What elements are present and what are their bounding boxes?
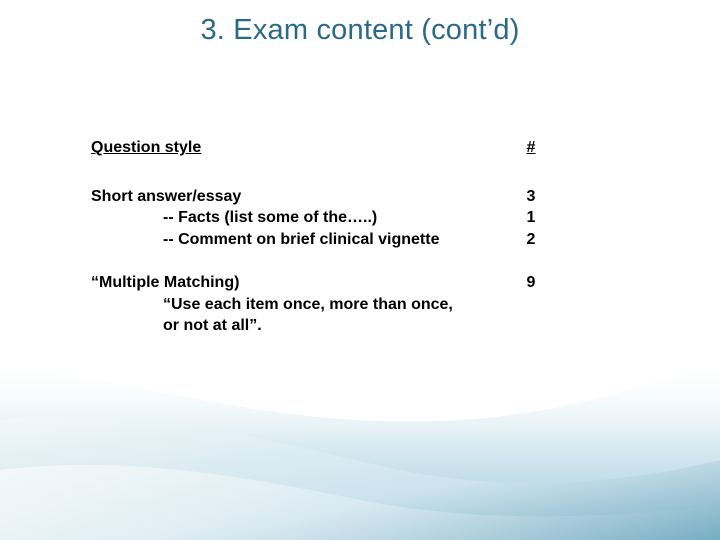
row-count: 3 — [526, 187, 536, 205]
row-line: -- Facts (list some of the…..) — [163, 209, 378, 226]
table-row — [91, 272, 551, 337]
row-count: 9 — [526, 274, 536, 291]
row-line: “Multiple Matching) — [91, 274, 240, 291]
row-description — [91, 272, 521, 337]
row-line: “Use each item once, more than once, — [163, 295, 453, 313]
header-question-style: Question style — [91, 139, 202, 156]
row-count: 2 — [526, 230, 536, 248]
header-count: # — [526, 139, 536, 156]
row-counts — [521, 272, 541, 337]
table-header-row — [91, 137, 551, 159]
table-row — [91, 186, 551, 251]
row-line: or not at all”. — [163, 317, 262, 334]
row-line: -- Comment on brief clinical vignette — [163, 230, 440, 248]
row-count: 1 — [526, 209, 536, 226]
row-counts — [521, 186, 541, 251]
row-description — [91, 186, 521, 251]
question-style-table — [91, 137, 551, 337]
slide-title: 3. Exam content (cont’d) — [200, 14, 520, 46]
row-line: Short answer/essay — [91, 187, 242, 205]
